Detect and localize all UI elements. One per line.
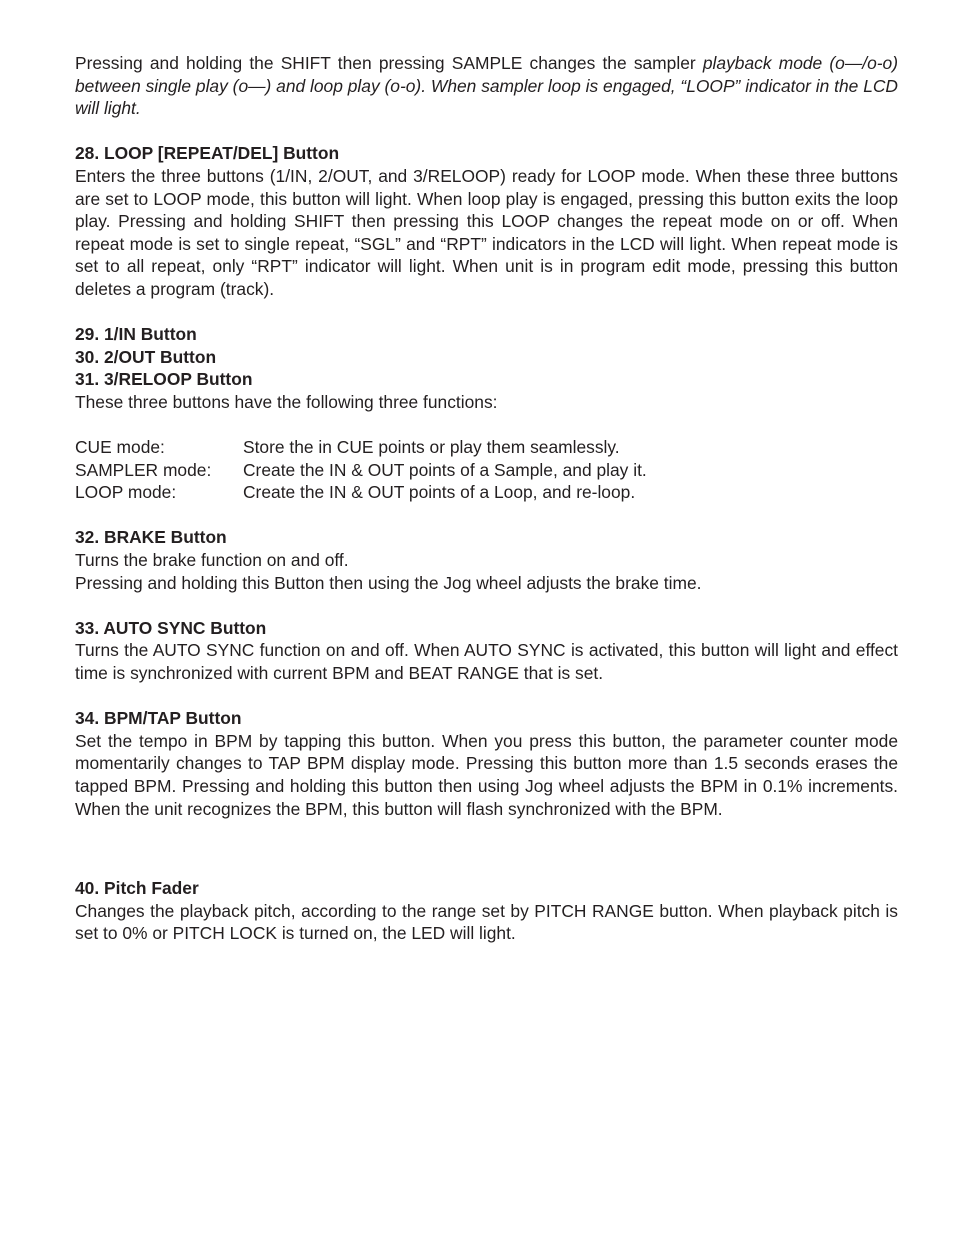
section-32-line2: Pressing and holding this Button then using the Jog wheel adjusts the brake time. — [75, 572, 702, 593]
mode-name: LOOP mode: — [75, 482, 177, 503]
section-40-body: Changes the playback pitch, according to the range set by PITCH RANGE button. When playback pitch is set to 0% or PITCH LOCK is turned on, the LED will light. — [75, 900, 898, 944]
intro-paragraph — [75, 52, 898, 120]
section-29-heading: 29. 1/IN Button — [75, 324, 197, 345]
section-40-heading: 40. Pitch Fader — [75, 878, 199, 899]
section-34-heading: 34. BPM/TAP Button — [75, 708, 242, 729]
section-29-31-body: These three buttons have the following three functions: — [75, 391, 498, 412]
section-30-heading: 30. 2/OUT Button — [75, 346, 217, 367]
section-31-heading: 31. 3/RELOOP Button — [75, 369, 253, 390]
section-34-body: Set the tempo in BPM by tapping this button. When you press this button, the parameter counter mode momentarily changes to TAP BPM display mode. Pressing this button more than 1.5 seconds erases the tapped BPM. Pressing and holding this button then using Jog wheel adjusts the BPM in 0.1% increments. When the unit recognizes the BPM, this button will flash synchronized with the BPM. — [75, 730, 898, 819]
manual-page — [75, 52, 898, 945]
mode-name: CUE mode: — [75, 437, 165, 458]
section-33-body: Turns the AUTO SYNC function on and off. When AUTO SYNC is activated, this button will light and effect time is synchronized with current BPM and BEAT RANGE that is set. — [75, 640, 898, 684]
section-28-heading: 28. LOOP [REPEAT/DEL] Button — [75, 143, 340, 164]
intro-plain: Pressing and holding the SHIFT then pressing SAMPLE changes the sampler — [75, 53, 703, 73]
section-32-heading: 32. BRAKE Button — [75, 527, 227, 548]
section-28-body: Enters the three buttons (1/IN, 2/OUT, and 3/RELOOP) ready for LOOP mode. When these three buttons are set to LOOP mode, this button will light. When loop play is engaged, pressing this button exits the loop play. Pressing and holding SHIFT then pressing this LOOP changes the repeat mode on or off. When repeat mode is set to single repeat, “SGL” and “RPT” indicators in the LCD will light. When repeat mode is set to all repeat, only “RPT” indicator will light. When unit is in program edit mode, pressing this button deletes a program (track). — [75, 165, 898, 299]
section-33-heading: 33. AUTO SYNC Button — [75, 617, 267, 638]
intro-italic: playback mode (o—/o-o) between single play (o—) and loop play (o-o). When sampler loop is engaged, “LOOP” indicator in the LCD will light. — [75, 53, 899, 119]
mode-name: SAMPLER mode: — [75, 459, 212, 480]
mode-desc: Store the in CUE points or play them seamlessly. — [243, 437, 620, 458]
section-32-line1: Turns the brake function on and off. — [75, 550, 349, 571]
mode-desc: Create the IN & OUT points of a Loop, and re-loop. — [243, 482, 636, 503]
mode-table — [75, 436, 898, 504]
mode-desc: Create the IN & OUT points of a Sample, and play it. — [243, 459, 647, 480]
